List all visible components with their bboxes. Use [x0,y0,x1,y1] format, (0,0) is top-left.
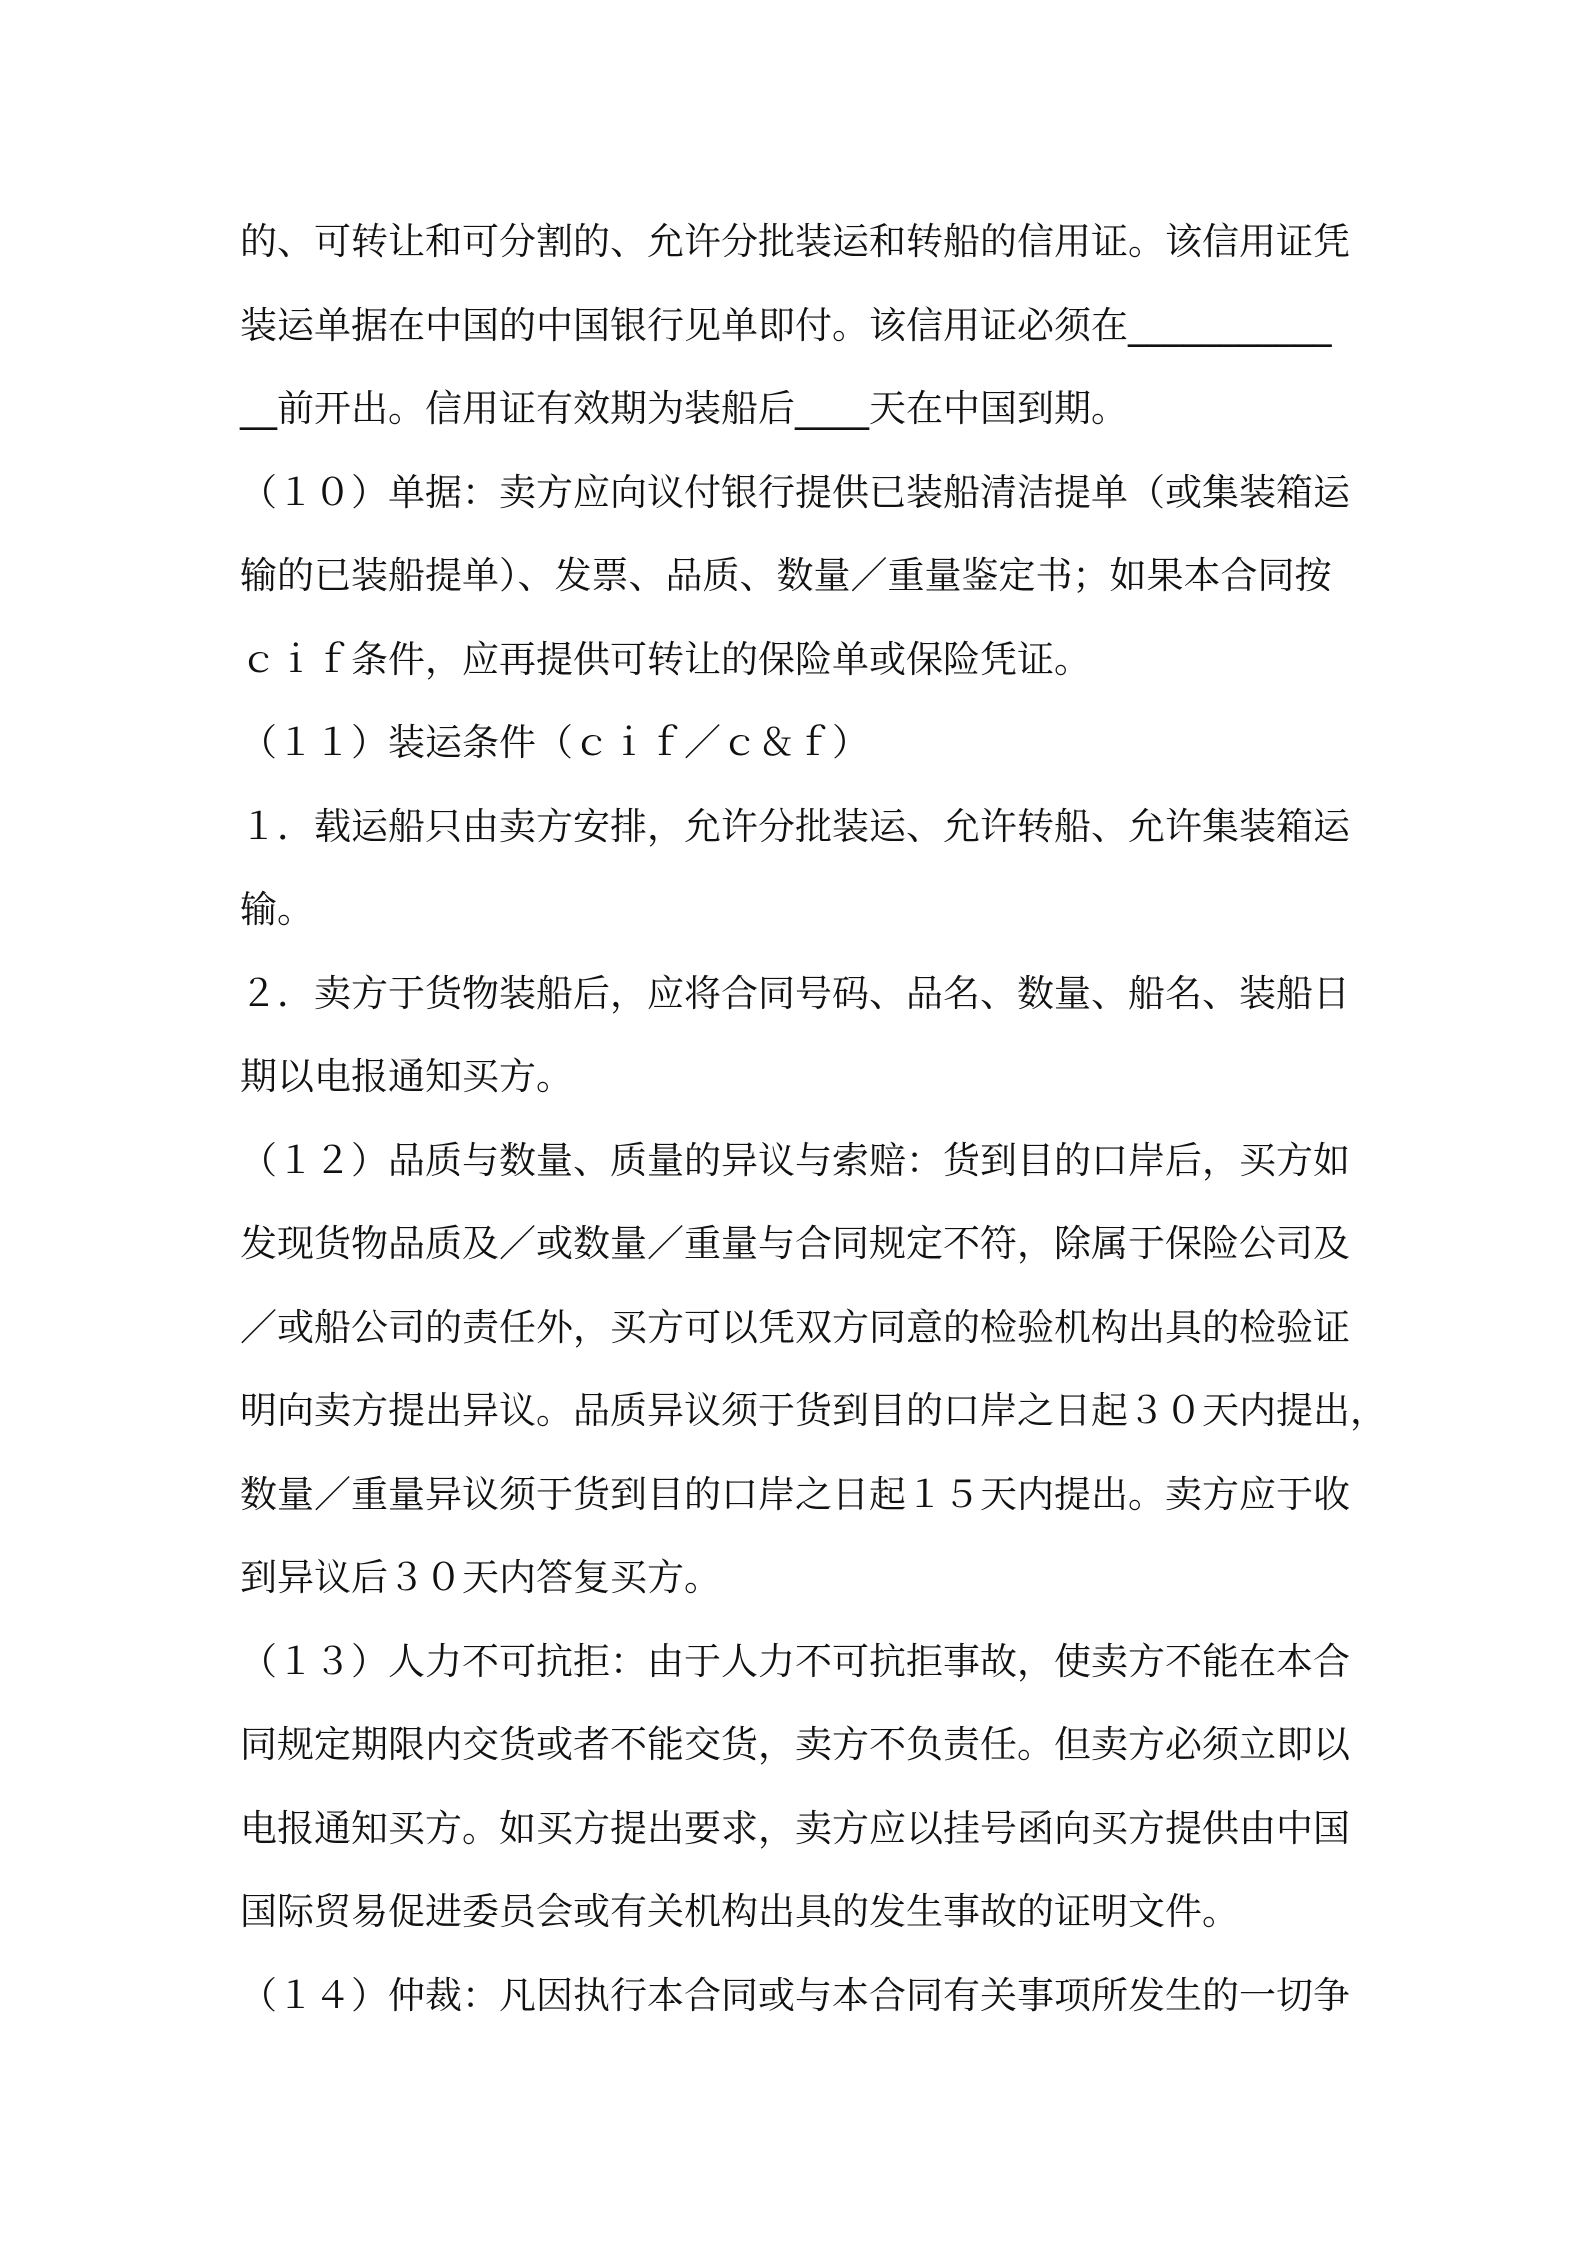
text-line: ｃｉｆ条件，应再提供可转让的保险单或保险凭证。 [240,637,1091,681]
text-line: 发现货物品质及／或数量／重量与合同规定不符，除属于保险公司及 [240,1222,1350,1265]
text-line: 电报通知买方。如买方提出要求，卖方应以挂号函向买方提供由中国 [240,1806,1350,1850]
text-line: 明向卖方提出异议。品质异议须于货到目的口岸之日起３０天内提出， [240,1389,1387,1432]
text-line: __前开出。信用证有效期为装船后____天在中国到期。 [240,387,1128,430]
text-line: 期以电报通知买方。 [240,1055,573,1098]
text-line: 国际贸易促进委员会或有关机构出具的发生事故的证明文件。 [240,1890,1239,1933]
text-line: （１３）人力不可抗拒：由于人力不可抗拒事故，使卖方不能在本合 [240,1639,1350,1683]
text-line: 同规定期限内交货或者不能交货，卖方不负责任。但卖方必须立即以 [240,1723,1350,1766]
text-line: ／或船公司的责任外，买方可以凭双方同意的检验机构出具的检验证 [240,1305,1350,1349]
text-line: 到异议后３０天内答复买方。 [240,1556,721,1599]
text-line: 数量／重量异议须于货到目的口岸之日起１５天内提出。卖方应于收 [240,1472,1350,1516]
contract-text-body [240,200,1387,2037]
text-line: （１２）品质与数量、质量的异议与索赔：货到目的口岸后，买方如 [240,1138,1350,1182]
text-line: （１０）单据：卖方应向议付银行提供已装船清洁提单（或集装箱运 [240,470,1350,514]
text-line: 输的已装船提单）、发票、品质、数量／重量鉴定书；如果本合同按 [240,554,1332,597]
text-line: （１１）装运条件（ｃｉｆ／ｃ＆ｆ） [240,721,869,764]
text-line: 输。 [240,888,314,931]
text-line: （１４）仲裁：凡因执行本合同或与本合同有关事项所发生的一切争 [240,1973,1350,2017]
text-line: 的、可转让和可分割的、允许分批装运和转船的信用证。该信用证凭 [240,220,1350,263]
text-line: １．载运船只由卖方安排，允许分批装运、允许转船、允许集装箱运 [240,804,1350,848]
text-line: 装运单据在中国的中国银行见单即付。该信用证必须在___________ [240,303,1332,347]
text-line: ２．卖方于货物装船后，应将合同号码、品名、数量、船名、装船日 [240,971,1350,1015]
